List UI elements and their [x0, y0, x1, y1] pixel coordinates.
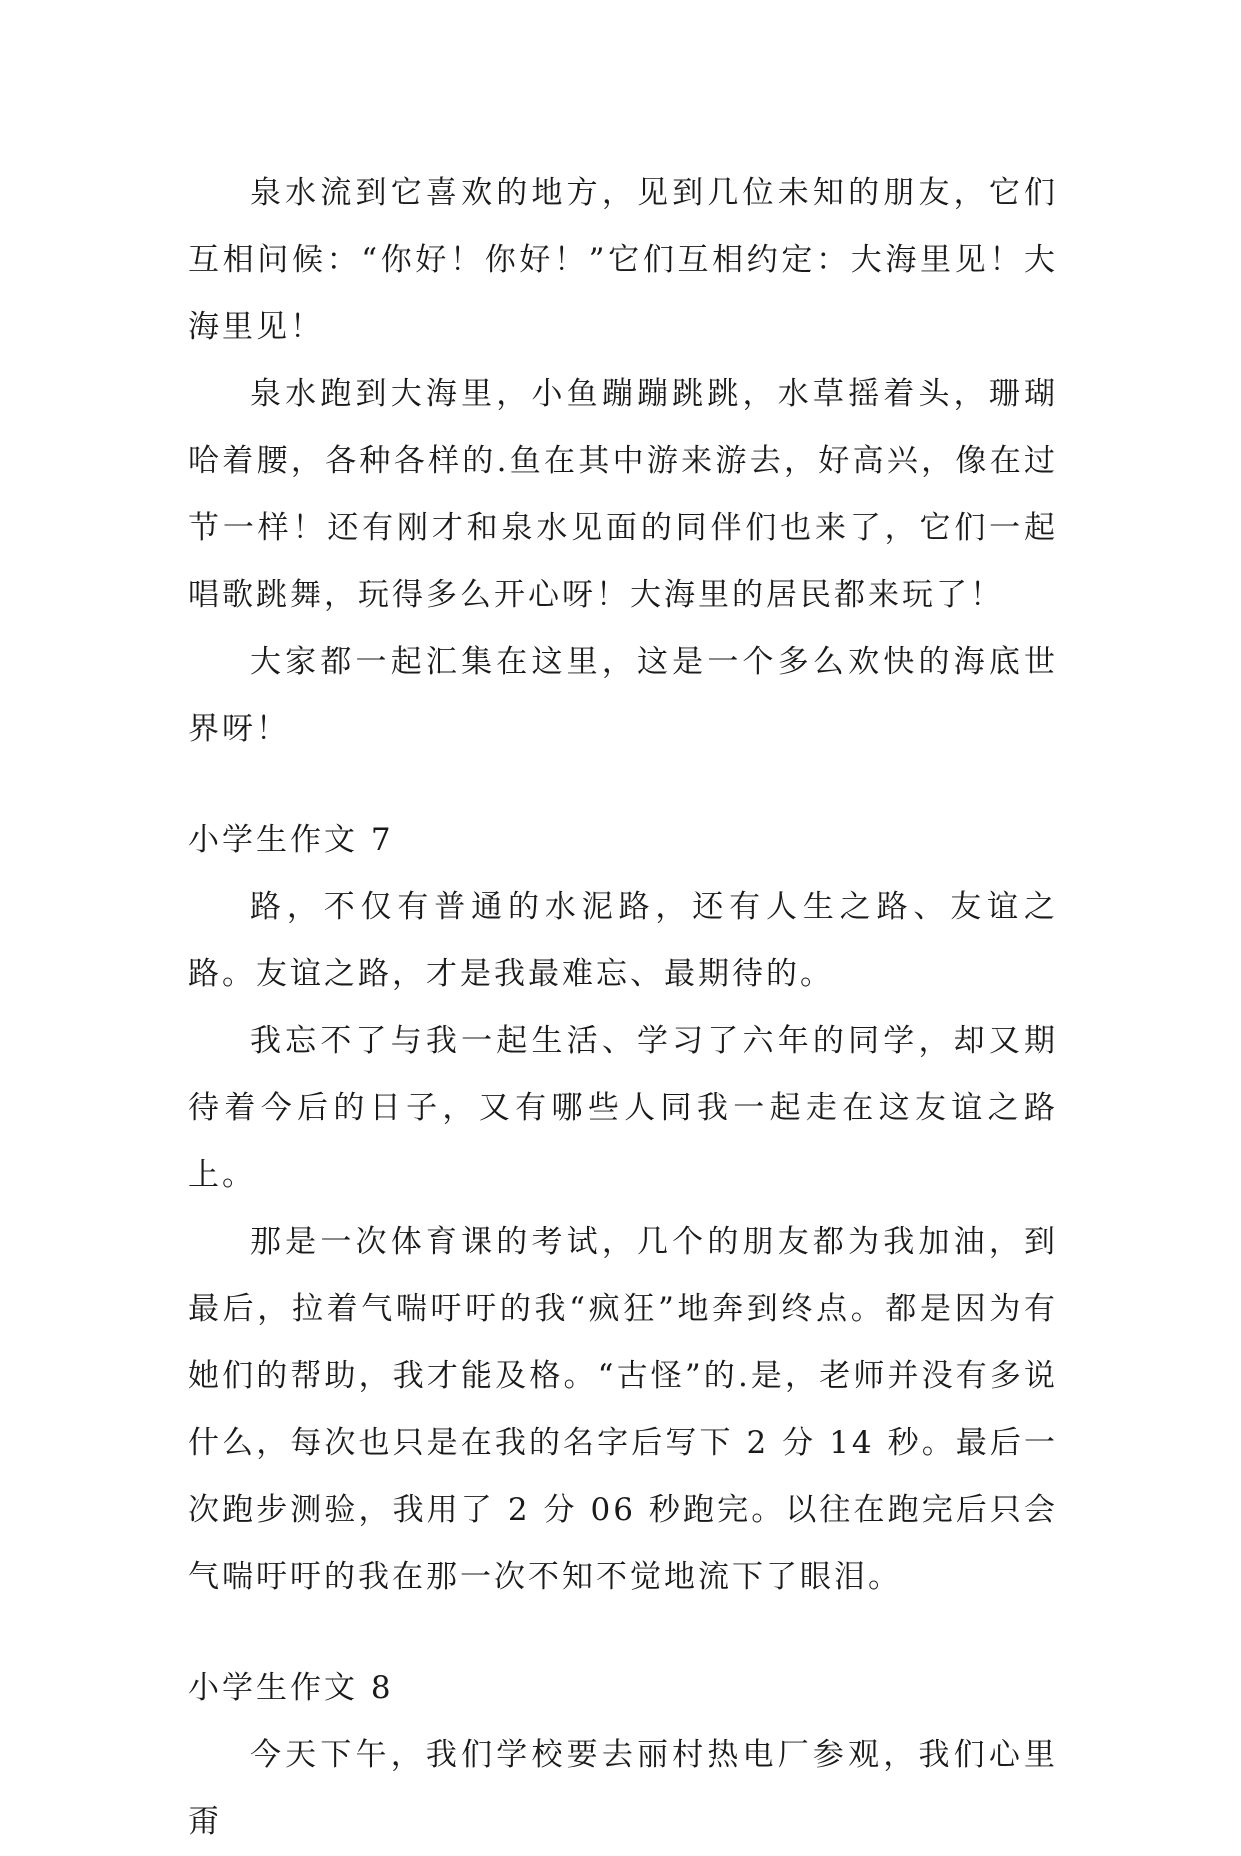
paragraph: 大家都一起汇集在这里，这是一个多么欢快的海底世界呀！: [188, 644, 1058, 747]
paragraph: 那是一次体育课的考试，几个的朋友都为我加油，到最后，拉着气喘吁吁的我“疯狂”地奔到终点。都是因为有她们的帮助，我才能及格。“古怪”的.是，老师并没有多说什么，每次也只是在我的名字后写下 2 分 14 秒。最后一次跑步测验，我用了 2 分 06 秒跑完。以往在跑完后只会气喘吁吁的我在那一次不知不觉地流下了眼泪。: [188, 1224, 1058, 1595]
paragraph: 泉水跑到大海里，小鱼蹦蹦跳跳，水草摇着头，珊瑚哈着腰，各种各样的.鱼在其中游来游去，好高兴，像在过节一样！还有刚才和泉水见面的同伴们也来了，它们一起唱歌跳舞，玩得多么开心呀！大海里的居民都来玩了！: [188, 376, 1058, 613]
document-page: [188, 160, 1058, 1856]
paragraph: 路，不仅有普通的水泥路，还有人生之路、友谊之路。友谊之路，才是我最难忘、最期待的。: [188, 889, 1058, 992]
paragraph: 今天下午，我们学校要去丽村热电厂参观，我们心里甭: [188, 1737, 1058, 1840]
essay-title: 小学生作文 8: [188, 1670, 394, 1706]
paragraph: 我忘不了与我一起生活、学习了六年的同学，却又期待着今后的日子，又有哪些人同我一起走在这友谊之路上。: [188, 1023, 1058, 1193]
essay-title: 小学生作文 7: [188, 822, 394, 858]
paragraph: 泉水流到它喜欢的地方，见到几位未知的朋友，它们互相问候：“你好！你好！”它们互相约定：大海里见！大海里见！: [188, 175, 1058, 345]
